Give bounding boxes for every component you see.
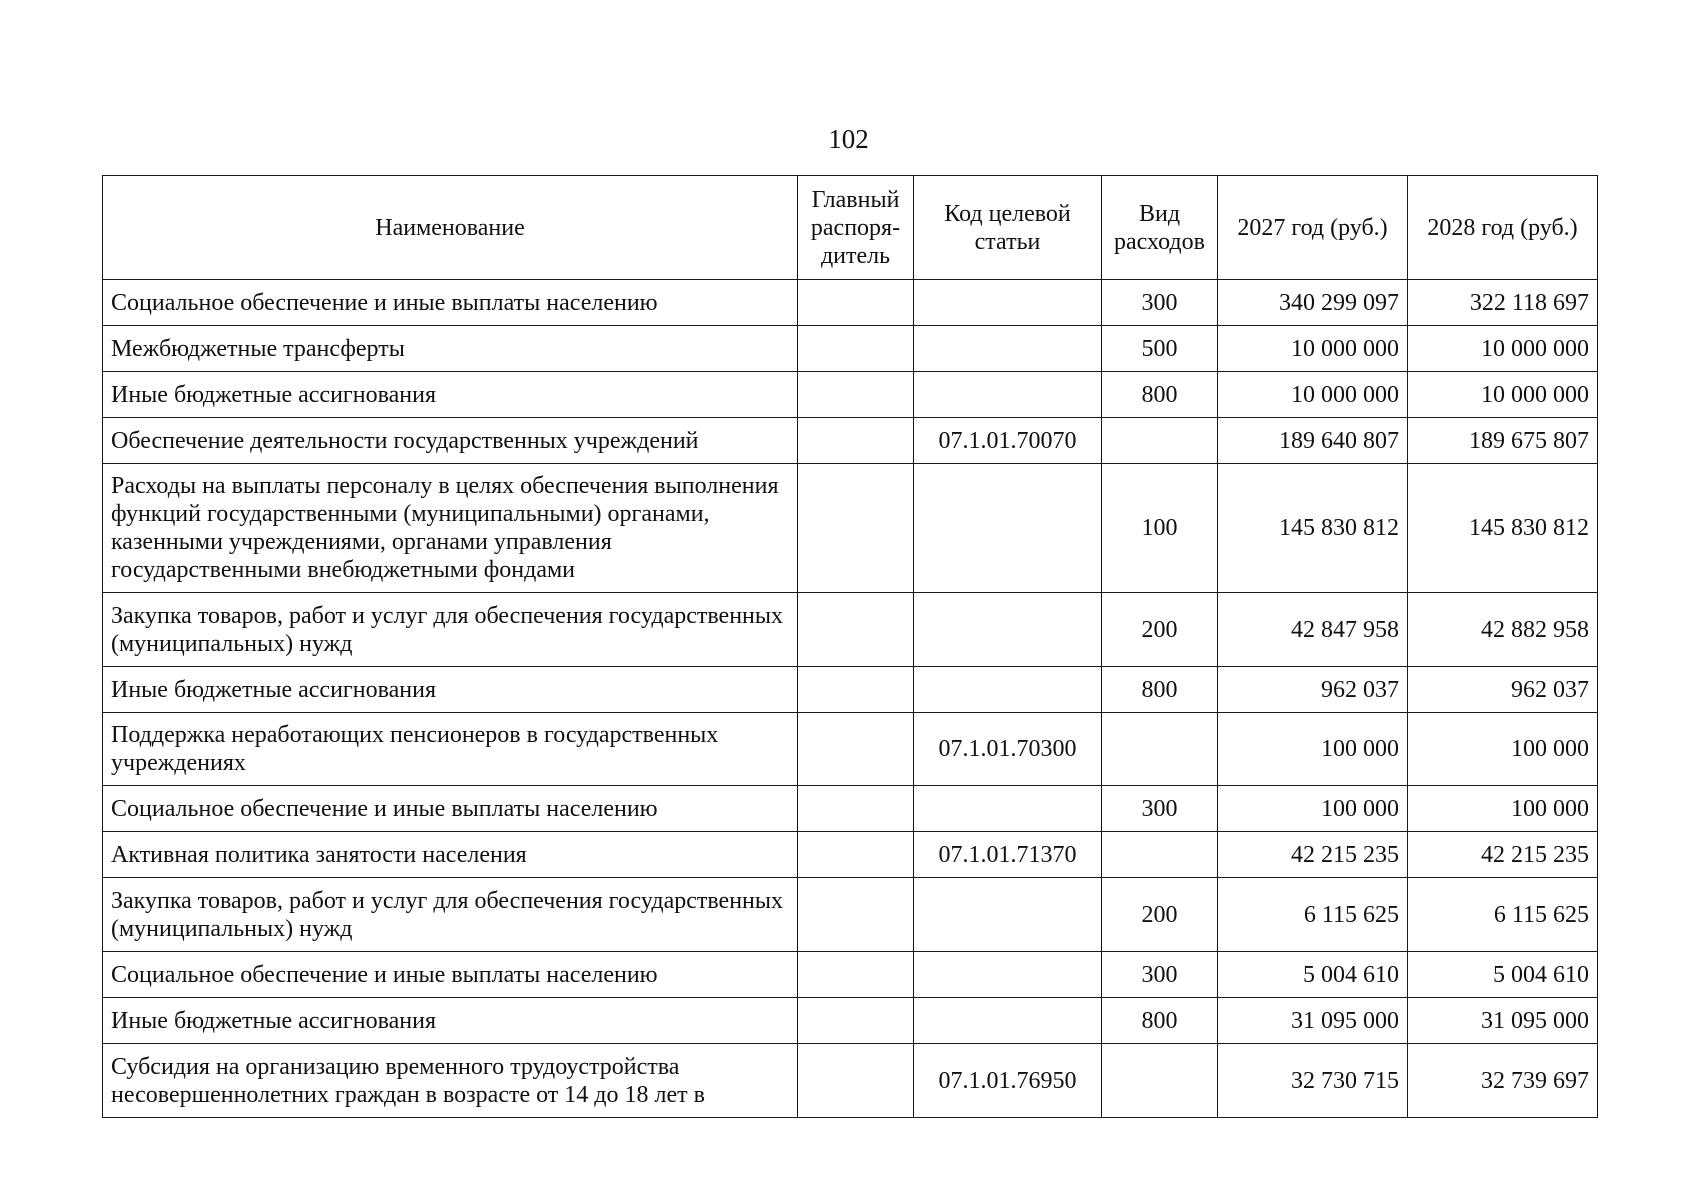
row-target-code [914, 464, 1102, 593]
row-dispatcher [798, 786, 914, 832]
header-year-2028: 2028 год (руб.) [1408, 176, 1598, 280]
row-dispatcher [798, 280, 914, 326]
header-name: Наименование [103, 176, 798, 280]
row-amount-2028: 32 739 697 [1408, 1044, 1598, 1118]
row-amount-2028: 189 675 807 [1408, 418, 1598, 464]
row-dispatcher [798, 952, 914, 998]
header-dispatcher: Главный распоря-дитель [798, 176, 914, 280]
table-row [103, 280, 1598, 326]
row-amount-2027: 145 830 812 [1218, 464, 1408, 593]
row-expense-type [1102, 832, 1218, 878]
header-year-2027: 2027 год (руб.) [1218, 176, 1408, 280]
row-amount-2027: 10 000 000 [1218, 372, 1408, 418]
row-dispatcher [798, 372, 914, 418]
row-amount-2027: 10 000 000 [1218, 326, 1408, 372]
row-amount-2028: 42 215 235 [1408, 832, 1598, 878]
row-name: Иные бюджетные ассигнования [103, 667, 798, 713]
row-name: Межбюджетные трансферты [103, 326, 798, 372]
table-row [103, 713, 1598, 786]
row-target-code [914, 786, 1102, 832]
table-row [103, 667, 1598, 713]
row-expense-type [1102, 1044, 1218, 1118]
table-row [103, 372, 1598, 418]
table-row [103, 998, 1598, 1044]
row-dispatcher [798, 1044, 914, 1118]
row-amount-2027: 32 730 715 [1218, 1044, 1408, 1118]
row-dispatcher [798, 593, 914, 667]
row-target-code: 07.1.01.70070 [914, 418, 1102, 464]
row-target-code [914, 667, 1102, 713]
row-name: Социальное обеспечение и иные выплаты населению [103, 280, 798, 326]
row-amount-2028: 962 037 [1408, 667, 1598, 713]
row-amount-2028: 6 115 625 [1408, 878, 1598, 952]
row-amount-2028: 31 095 000 [1408, 998, 1598, 1044]
row-name: Социальное обеспечение и иные выплаты населению [103, 786, 798, 832]
row-amount-2027: 962 037 [1218, 667, 1408, 713]
table-row [103, 326, 1598, 372]
row-target-code [914, 952, 1102, 998]
row-dispatcher [798, 878, 914, 952]
row-target-code [914, 326, 1102, 372]
row-target-code: 07.1.01.76950 [914, 1044, 1102, 1118]
row-amount-2027: 42 215 235 [1218, 832, 1408, 878]
row-amount-2027: 189 640 807 [1218, 418, 1408, 464]
row-name: Поддержка неработающих пенсионеров в государственных учреждениях [103, 713, 798, 786]
table-row [103, 464, 1598, 593]
row-amount-2027: 42 847 958 [1218, 593, 1408, 667]
row-dispatcher [798, 998, 914, 1044]
row-expense-type: 300 [1102, 280, 1218, 326]
row-name: Закупка товаров, работ и услуг для обеспечения государственных (муниципальных) нужд [103, 593, 798, 667]
row-target-code [914, 372, 1102, 418]
row-dispatcher [798, 667, 914, 713]
table-row [103, 786, 1598, 832]
row-name: Закупка товаров, работ и услуг для обеспечения государственных (муниципальных) нужд [103, 878, 798, 952]
header-expense-type: Вид расходов [1102, 176, 1218, 280]
row-dispatcher [798, 713, 914, 786]
row-expense-type: 300 [1102, 952, 1218, 998]
row-amount-2028: 5 004 610 [1408, 952, 1598, 998]
table-body [103, 280, 1598, 1118]
row-name: Социальное обеспечение и иные выплаты населению [103, 952, 798, 998]
row-amount-2028: 10 000 000 [1408, 326, 1598, 372]
row-amount-2027: 31 095 000 [1218, 998, 1408, 1044]
row-target-code [914, 878, 1102, 952]
row-amount-2027: 340 299 097 [1218, 280, 1408, 326]
row-expense-type: 200 [1102, 593, 1218, 667]
row-amount-2028: 145 830 812 [1408, 464, 1598, 593]
row-name: Субсидия на организацию временного трудоустройства несовершеннолетних граждан в возрасте от 14 до 18 лет в [103, 1044, 798, 1118]
table-row [103, 1044, 1598, 1118]
table-header [103, 176, 1598, 280]
row-amount-2028: 322 118 697 [1408, 280, 1598, 326]
header-target-code: Код целевой статьи [914, 176, 1102, 280]
row-name: Иные бюджетные ассигнования [103, 998, 798, 1044]
row-target-code: 07.1.01.71370 [914, 832, 1102, 878]
row-expense-type: 800 [1102, 667, 1218, 713]
row-name: Активная политика занятости населения [103, 832, 798, 878]
row-expense-type: 300 [1102, 786, 1218, 832]
row-expense-type [1102, 418, 1218, 464]
page-number: 102 [828, 124, 869, 154]
row-amount-2027: 5 004 610 [1218, 952, 1408, 998]
row-name: Обеспечение деятельности государственных учреждений [103, 418, 798, 464]
table-row [103, 878, 1598, 952]
row-target-code [914, 593, 1102, 667]
row-expense-type: 100 [1102, 464, 1218, 593]
row-dispatcher [798, 832, 914, 878]
row-expense-type: 200 [1102, 878, 1218, 952]
row-expense-type: 500 [1102, 326, 1218, 372]
row-amount-2027: 6 115 625 [1218, 878, 1408, 952]
row-dispatcher [798, 326, 914, 372]
budget-table [102, 175, 1598, 1118]
row-amount-2027: 100 000 [1218, 713, 1408, 786]
row-dispatcher [798, 418, 914, 464]
row-amount-2028: 100 000 [1408, 786, 1598, 832]
row-dispatcher [798, 464, 914, 593]
table-row [103, 418, 1598, 464]
table-row [103, 593, 1598, 667]
row-amount-2028: 42 882 958 [1408, 593, 1598, 667]
row-amount-2028: 100 000 [1408, 713, 1598, 786]
row-amount-2028: 10 000 000 [1408, 372, 1598, 418]
row-expense-type: 800 [1102, 372, 1218, 418]
row-target-code: 07.1.01.70300 [914, 713, 1102, 786]
row-name: Расходы на выплаты персоналу в целях обеспечения выполнения функций государственными (муниципальными) органами, казенными учреждениями, органами управления государственными внебюджетными фондами [103, 464, 798, 593]
row-target-code [914, 280, 1102, 326]
row-name: Иные бюджетные ассигнования [103, 372, 798, 418]
row-expense-type [1102, 713, 1218, 786]
header-row [103, 176, 1598, 280]
row-target-code [914, 998, 1102, 1044]
table-row [103, 952, 1598, 998]
row-amount-2027: 100 000 [1218, 786, 1408, 832]
row-expense-type: 800 [1102, 998, 1218, 1044]
table-row [103, 832, 1598, 878]
